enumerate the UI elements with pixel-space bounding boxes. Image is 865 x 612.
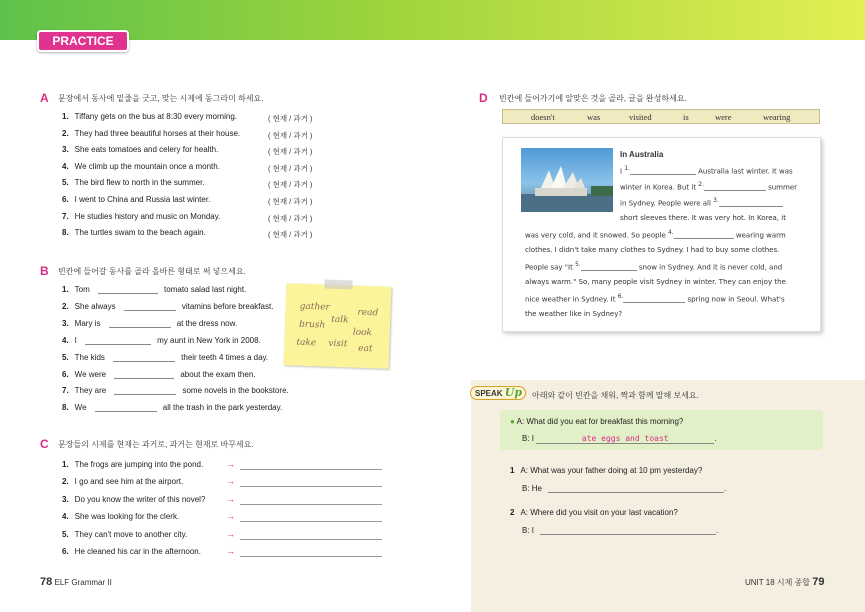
answer-prefix: B: I (522, 526, 535, 535)
question-item (62, 112, 237, 121)
practice-badge: PRACTICE (37, 30, 129, 52)
question-item (62, 302, 273, 311)
story-line: I $^{1.}$ Australia last winter. It was (620, 166, 793, 176)
item-pre: They are (74, 386, 107, 396)
example-box (500, 410, 823, 450)
question-item (62, 477, 183, 486)
arrow-icon: → (226, 546, 235, 556)
item-text: We climb up the mountain once a month. (74, 161, 220, 171)
question-item (62, 460, 203, 469)
question-item (62, 336, 261, 345)
answer-blank (95, 403, 157, 412)
item-text: He studies history and music on Monday. (74, 211, 221, 221)
item-number: 4. (62, 512, 69, 522)
question-item (62, 386, 289, 395)
item-number: 8. (62, 403, 69, 413)
answer-blank (85, 336, 151, 345)
arrow-icon: → (226, 528, 235, 539)
answer-end: . (724, 484, 727, 493)
item-pre: We were (74, 369, 107, 379)
item-number: 8. (62, 228, 69, 238)
item-number: 1 (510, 466, 515, 475)
word-bank-item: doesn't (531, 112, 555, 122)
story-line: People say "It $^{5.}$ snow in Sydney. And it is never cold, and (525, 262, 783, 272)
story-line: nice weather in Sydney. It $^{6.}$ spring now in Seoul. What's (525, 294, 785, 304)
story-title: In Australia (620, 150, 664, 159)
item-number: 3. (62, 145, 69, 155)
answer-blank (114, 370, 174, 379)
item-number: 1. (62, 112, 69, 121)
item-number: 1. (62, 460, 69, 469)
speak-question (510, 466, 702, 475)
item-number: 4. (62, 335, 69, 345)
note-word: look (352, 327, 373, 339)
question-item (62, 178, 205, 187)
answer-line (240, 486, 382, 487)
answer-line (240, 539, 382, 540)
item-number: 7. (62, 211, 69, 221)
answer-blank (98, 285, 158, 294)
item-text: He cleaned his car in the afternoon. (74, 547, 201, 556)
tense-options: ( 현재 / 과거 ) (268, 130, 313, 140)
question-item (62, 353, 268, 362)
item-number: 3. (62, 318, 69, 328)
tense-options: ( 현재 / 과거 ) (268, 163, 313, 173)
item-post: about the exam then. (180, 369, 256, 379)
item-number: 1. (62, 285, 69, 294)
note-word: visit (328, 338, 348, 350)
answer-blank (109, 319, 171, 328)
question-item (62, 403, 282, 412)
answer-blank (113, 353, 175, 362)
example-answer: B: I ate eggs and toast . (522, 434, 717, 443)
answer-line (240, 469, 382, 470)
example-question: ● A: What did you eat for breakfast this morning? (510, 417, 684, 426)
arrow-icon: → (226, 493, 235, 504)
story-line: winter in Korea. But it $^{2.}$ summer (620, 182, 797, 192)
tense-options: ( 현재 / 과거 ) (268, 197, 313, 206)
section-d-letter: D (479, 91, 488, 105)
item-text: I go and see him at the airport. (74, 477, 184, 487)
story-line: the weather like in Sydney? (525, 310, 623, 318)
note-word: talk (331, 314, 349, 326)
item-post: their teeth 4 times a day. (181, 352, 269, 362)
story-line: short sleeves there. It was very hot. In Korea, it (620, 214, 786, 222)
item-post: all the trash in the park yesterday. (162, 403, 283, 413)
item-number: 7. (62, 386, 69, 396)
question-item (62, 370, 256, 379)
question-text: A: Where did you visit on your last vacation? (520, 508, 678, 517)
arrow-icon: → (226, 511, 235, 522)
question-item (62, 495, 205, 504)
item-number: 4. (62, 161, 69, 171)
section-c-letter: C (40, 437, 49, 451)
answer-line (240, 504, 382, 505)
item-pre: Mary is (74, 318, 101, 328)
item-text: The bird flew to north in the summer. (74, 178, 205, 188)
item-number: 6. (62, 369, 69, 379)
tense-options: ( 현재 / 과거 ) (268, 180, 313, 190)
note-word: read (357, 307, 379, 319)
item-pre: The kids (74, 352, 105, 362)
answer-blank (114, 386, 176, 395)
note-word: gather (299, 301, 330, 313)
item-number: 3. (62, 494, 69, 504)
question-item (62, 512, 179, 521)
note-word: eat (358, 343, 373, 355)
opera-house-icon (521, 148, 613, 212)
speak-answer (522, 526, 718, 535)
item-text: She was looking for the clerk. (74, 512, 180, 522)
item-text: They can't move to another city. (74, 529, 188, 539)
speak-question (510, 508, 678, 517)
section-b-instruction: 빈칸에 들어갈 동사를 골라 올바른 형태로 써 넣으세요. (58, 267, 246, 276)
speak-up-instruction: 아래와 같이 빈칸을 채워, 짝과 함께 말해 보세요. (532, 391, 699, 400)
story-line: in Sydney. People were all $^{3.}$ (620, 198, 783, 207)
story-line: clothes. I didn't take many clothes to Sydney. I had to buy some clothes. (525, 246, 780, 254)
word-bank-item: was (587, 112, 601, 122)
item-text: Do you know the writer of this novel? (74, 494, 206, 504)
item-text: The turtles swam to the beach again. (74, 228, 206, 238)
question-item (62, 145, 218, 154)
note-word: brush (298, 319, 326, 331)
item-number: 5. (62, 352, 69, 362)
tense-options: ( 현재 / 과거 ) (268, 230, 313, 240)
item-pre: We (74, 403, 87, 413)
item-number: 2. (62, 301, 69, 311)
footer-left: 78 ELF Grammar II (40, 576, 112, 588)
item-text: They had three beautiful horses at their house. (74, 128, 241, 138)
tense-options: ( 현재 / 과거 ) (268, 147, 313, 157)
question-item (62, 228, 206, 237)
item-number: 2 (510, 508, 515, 517)
top-color-bar (0, 0, 865, 40)
item-post: at the dress now. (176, 318, 238, 328)
speak-answer (522, 484, 726, 493)
answer-line (240, 556, 382, 557)
question-item (62, 195, 210, 204)
word-bank-item: is (683, 112, 689, 122)
item-post: tomato salad last night. (164, 285, 247, 294)
sydney-opera-house-photo (521, 148, 613, 212)
note-word: take (296, 337, 317, 349)
item-number: 2. (62, 128, 69, 138)
answer-blank (548, 484, 727, 493)
answer-blank (124, 302, 176, 311)
answer-prefix: B: He (522, 484, 543, 493)
question-item (62, 129, 240, 138)
question-text: A: What was your father doing at 10 pm yesterday? (520, 466, 703, 475)
speak-up-label: SPEAK Up (470, 386, 526, 400)
example-answer-fill: ate eggs and toast (536, 434, 714, 444)
item-number: 6. (62, 547, 69, 556)
question-item (62, 285, 246, 294)
item-post: vitamins before breakfast. (181, 301, 274, 311)
question-item (62, 547, 201, 556)
item-number: 5. (62, 529, 69, 539)
word-bank-item: visited (629, 112, 652, 122)
item-text: The frogs are jumping into the pond. (74, 460, 204, 469)
tape (324, 280, 352, 290)
question-item (62, 162, 220, 171)
section-a-letter: A (40, 91, 49, 105)
item-post: some novels in the bookstore. (182, 386, 289, 396)
item-text: She eats tomatoes and celery for health. (74, 145, 219, 155)
tense-options: ( 현재 / 과거 ) (268, 213, 313, 223)
story-line: was very cold, and it snowed. So people $^{4.}$ wearing warm (525, 230, 786, 240)
question-item (62, 319, 237, 328)
section-d-instruction: 빈칸에 들어가기에 알맞은 것을 골라, 글을 완성하세요. (499, 94, 687, 103)
story-line: always warm." So, many people visit Sydney in winter. They can enjoy the (525, 278, 786, 286)
section-c-instruction: 문장들의 시제를 현재는 과거로, 과거는 현재로 바꾸세요. (58, 440, 254, 449)
arrow-icon: → (226, 459, 235, 469)
answer-end: . (716, 526, 719, 535)
item-text: Tiffany gets on the bus at 8:30 every morning. (74, 112, 237, 121)
word-bank (502, 109, 820, 124)
tense-options: ( 현재 / 과거 ) (268, 114, 313, 123)
item-pre: I (74, 335, 77, 345)
word-bank-item: wearing (763, 112, 791, 122)
footer-right: UNIT 18 시제 종합 79 (745, 576, 825, 588)
section-a-instruction: 문장에서 동사에 밑줄을 긋고, 맞는 시제에 동그라미 하세요. (58, 94, 264, 103)
question-item (62, 212, 220, 221)
word-sticky-note (284, 283, 392, 369)
item-post: my aunt in New York in 2008. (157, 335, 261, 345)
word-bank-item: were (715, 112, 732, 122)
item-number: 2. (62, 477, 69, 487)
answer-line (240, 521, 382, 522)
item-pre: Tom (74, 285, 90, 294)
item-number: 6. (62, 195, 69, 204)
item-number: 5. (62, 178, 69, 188)
question-item (62, 530, 187, 539)
arrow-icon: → (226, 476, 235, 487)
item-text: I went to China and Russia last winter. (74, 195, 211, 204)
item-pre: She always (74, 301, 116, 311)
answer-blank (540, 526, 719, 535)
section-b-letter: B (40, 264, 49, 278)
